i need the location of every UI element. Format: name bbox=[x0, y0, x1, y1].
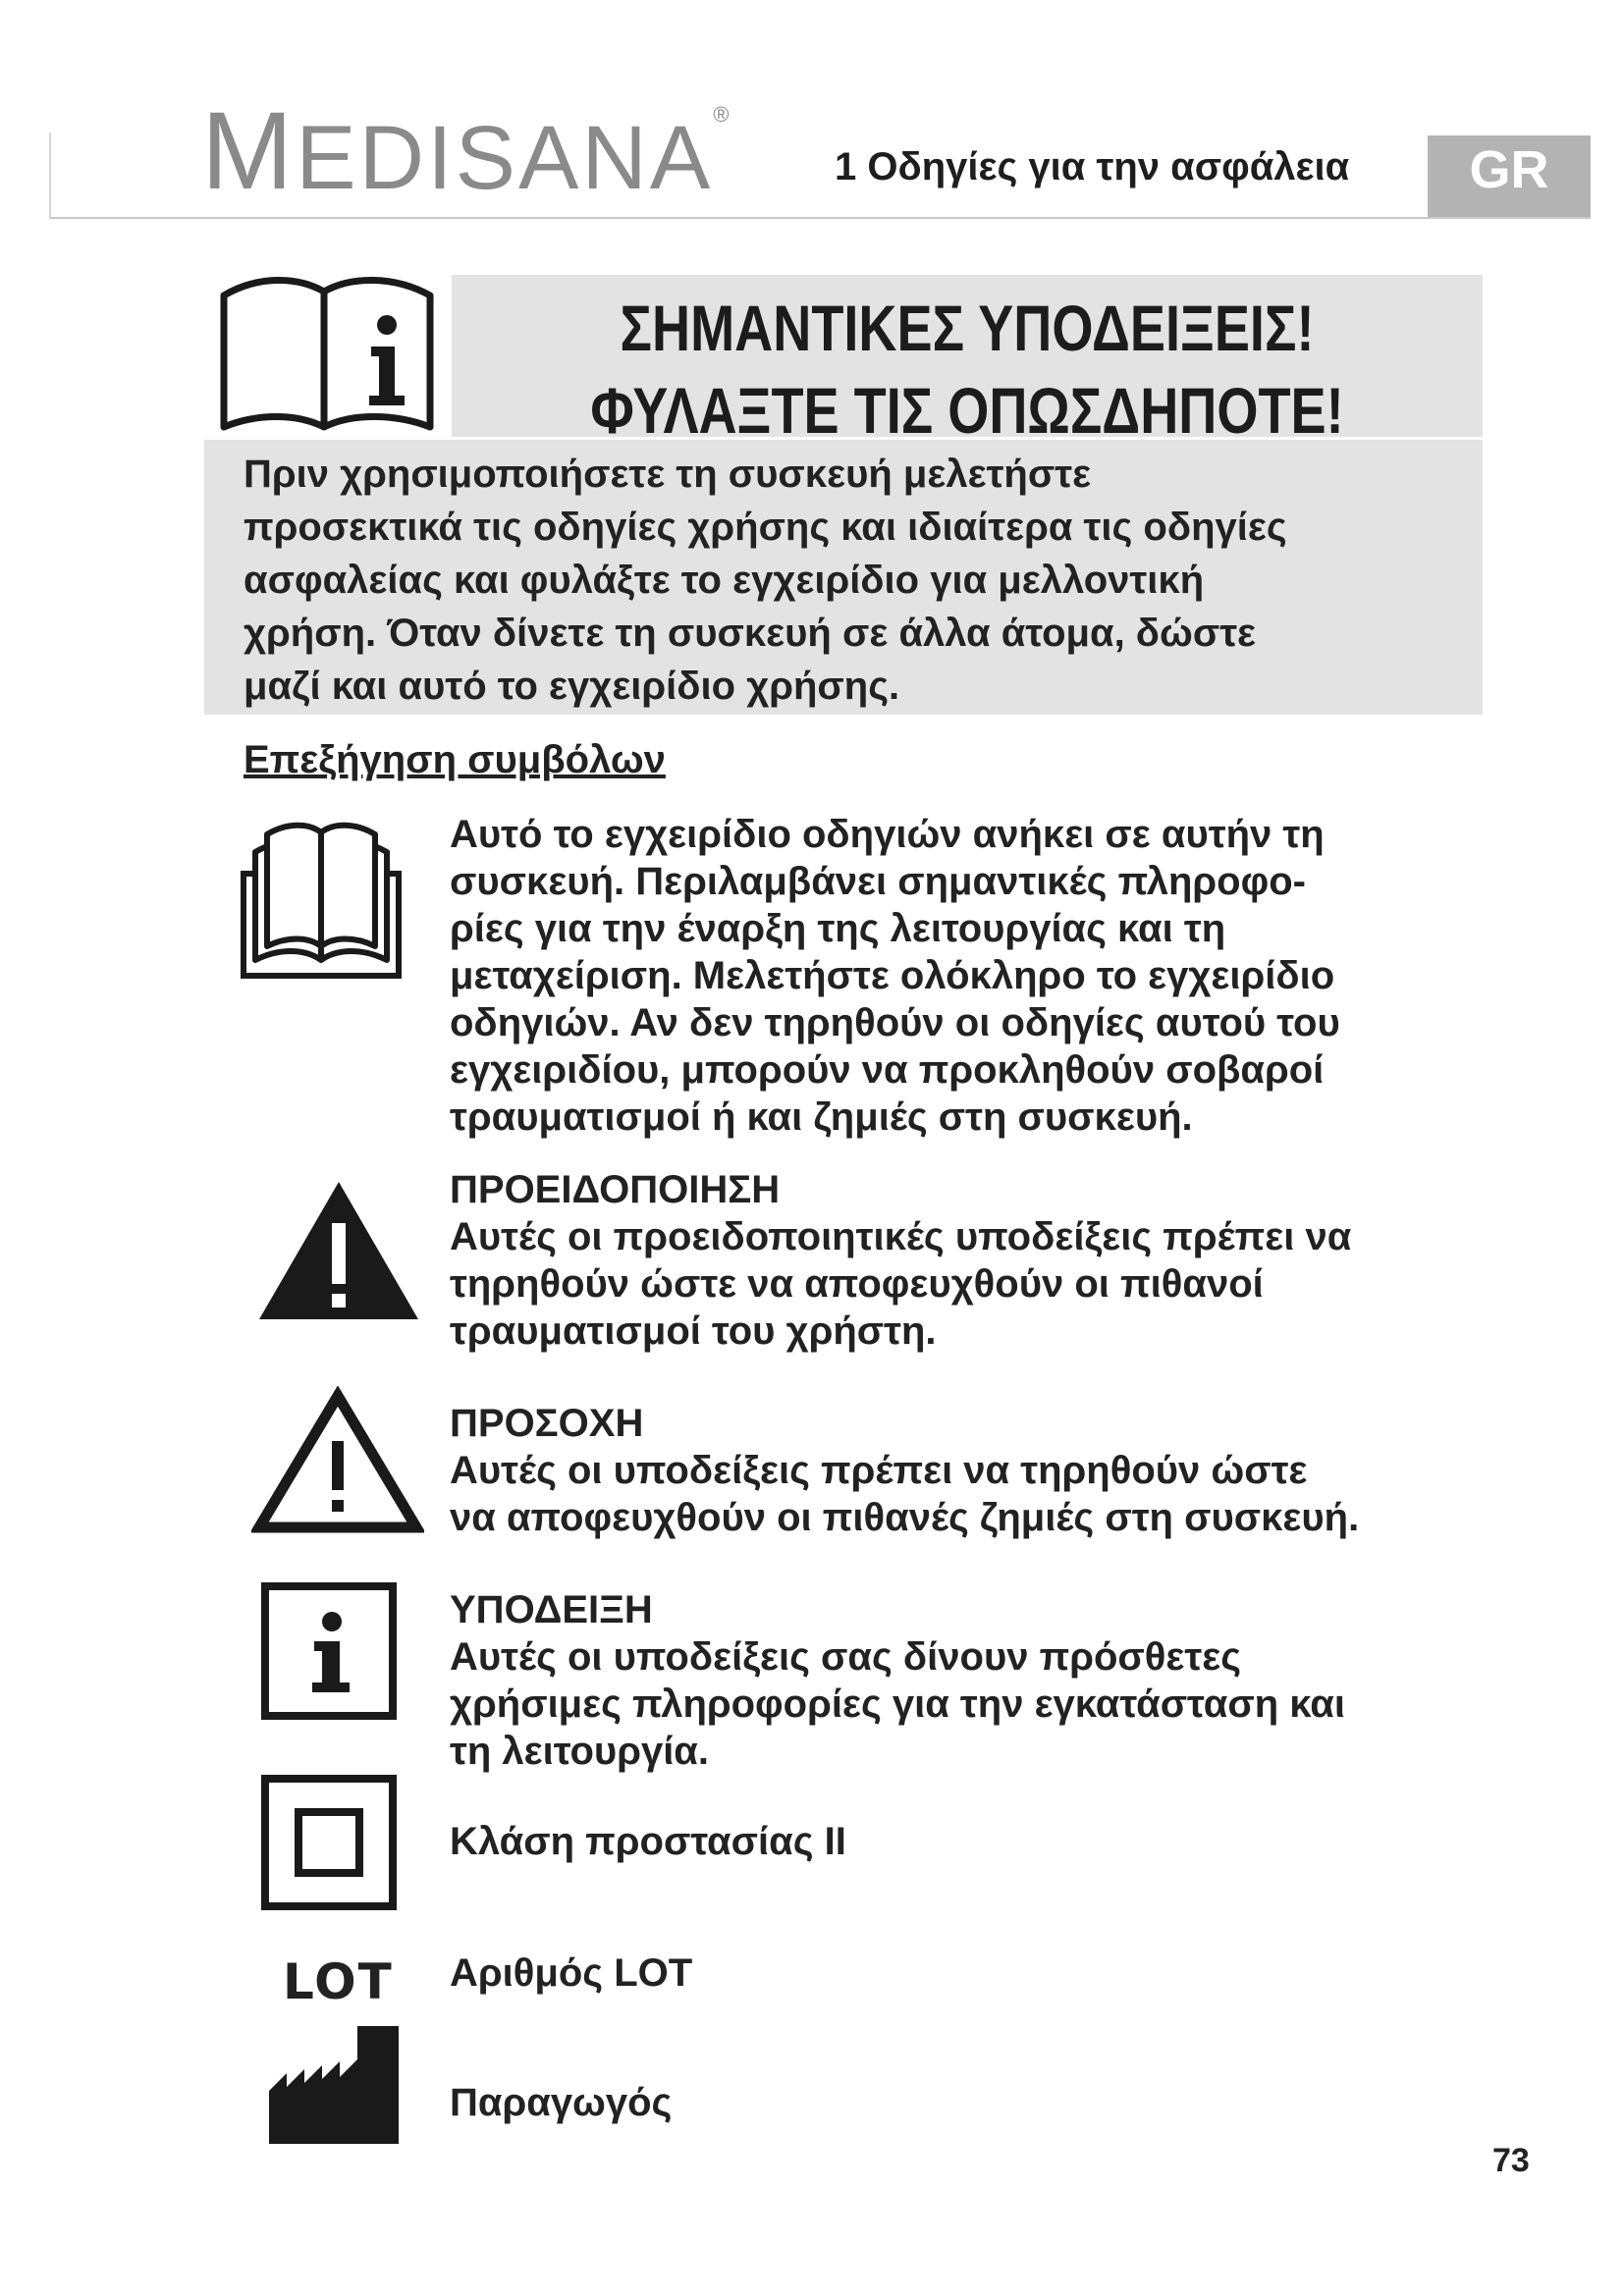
brand-initial: M bbox=[201, 89, 297, 212]
manual-text-line: τραυματισμοί ή και ζημιές στη συσκευή. bbox=[450, 1095, 1193, 1139]
note-text-line: τη λειτουργία. bbox=[450, 1730, 710, 1773]
symbols-heading: Επεξήγηση συμβόλων bbox=[244, 738, 666, 781]
important-title-line-2: ΦΥΛΑΞΤΕ ΤΙΣ ΟΠΩΣΔΗΠΟΤΕ! bbox=[590, 374, 1344, 447]
brand-name: EDISANA bbox=[296, 108, 714, 208]
lot-icon: LOT bbox=[283, 1953, 394, 2010]
brand-logo bbox=[201, 89, 732, 212]
header-divider-left bbox=[49, 133, 51, 217]
important-text-line: ασφαλείας και φυλάξτε το εγχειρίδιο για μελλοντική bbox=[244, 559, 1205, 602]
note-title: ΥΠΟΔΕΙΞΗ bbox=[450, 1588, 653, 1631]
caution-symbol-text bbox=[450, 1400, 1540, 1541]
header-rule bbox=[49, 217, 1591, 219]
important-text-line: Πριν χρησιμοποιήσετε τη συσκευή μελετήστε bbox=[244, 453, 1092, 496]
warning-title: ΠΡΟΕΙΔΟΠΟΙΗΣΗ bbox=[450, 1168, 781, 1211]
warning-text-line: τραυματισμοί του χρήστη. bbox=[450, 1309, 937, 1353]
manufacturer-factory-icon bbox=[267, 2022, 401, 2146]
warning-symbol-text bbox=[450, 1166, 1540, 1355]
note-text-line: Αυτές οι υποδείξεις σας δίνουν πρόσθετες bbox=[450, 1635, 1242, 1679]
important-text-line: χρήση. Όταν δίνετε τη συσκευή σε άλλα άτομα, δώστε bbox=[244, 612, 1257, 655]
manual-text-line: Αυτό το εγχειρίδιο οδηγιών ανήκει σε αυτήν τη bbox=[450, 813, 1325, 856]
manufacturer-label: Παραγωγός bbox=[450, 2081, 673, 2124]
section-title: 1 Οδηγίες για την ασφάλεια bbox=[835, 145, 1350, 188]
note-text-line: χρήσιμες πληροφορίες για την εγκατάσταση και bbox=[450, 1682, 1345, 1726]
info-icon bbox=[261, 1582, 397, 1720]
manual-text-line: εγχειριδίου, μπορούν να προκληθούν σοβαροί bbox=[450, 1048, 1325, 1092]
protection-class-label: Κλάση προστασίας II bbox=[450, 1820, 846, 1863]
info-manual-icon bbox=[218, 270, 439, 439]
warning-triangle-icon bbox=[255, 1178, 422, 1323]
manual-text-line: ρίες για την έναρξη της λειτουργίας και τη bbox=[450, 907, 1226, 950]
manual-symbol-text bbox=[450, 811, 1540, 1141]
note-symbol-text bbox=[450, 1586, 1540, 1775]
page-number: 73 bbox=[1492, 2142, 1530, 2179]
warning-text-line: Αυτές οι προειδοποιητικές υποδείξεις πρέπει να bbox=[450, 1215, 1352, 1258]
caution-text-line: να αποφευχθούν οι πιθανές ζημιές στη συσκευή. bbox=[450, 1496, 1360, 1539]
manual-text-line: μεταχείριση. Μελετήστε ολόκληρο το εγχειρίδιο bbox=[450, 954, 1335, 997]
manual-text-line: συσκευή. Περιλαμβάνει σημαντικές πληροφο- bbox=[450, 860, 1306, 903]
instruction-manual-icon bbox=[240, 817, 403, 980]
lot-number-label: Αριθμός LOT bbox=[450, 1951, 693, 1995]
manual-text-line: οδηγιών. Αν δεν τηρηθούν οι οδηγίες αυτού του bbox=[450, 1001, 1340, 1044]
important-text-line: προσεκτικά τις οδηγίες χρήσης και ιδιαίτερα τις οδηγίες bbox=[244, 506, 1287, 549]
registered-mark: ® bbox=[713, 102, 732, 127]
caution-triangle-icon bbox=[251, 1386, 424, 1535]
important-title bbox=[549, 287, 1386, 452]
language-badge: GR bbox=[1428, 135, 1591, 218]
warning-text-line: τηρηθούν ώστε να αποφευχθούν οι πιθανοί bbox=[450, 1262, 1264, 1306]
caution-text-line: Αυτές οι υποδείξεις πρέπει να τηρηθούν ώστε bbox=[450, 1449, 1308, 1492]
caution-title: ΠΡΟΣΟΧΗ bbox=[450, 1402, 644, 1445]
important-text bbox=[244, 448, 1471, 713]
important-title-line-1: ΣΗΜΑΝΤΙΚΕΣ ΥΠΟΔΕΙΞΕΙΣ! bbox=[620, 292, 1315, 364]
protection-class-2-icon bbox=[261, 1775, 397, 1910]
important-text-line: μαζί και αυτό το εγχειρίδιο χρήσης. bbox=[244, 665, 900, 708]
